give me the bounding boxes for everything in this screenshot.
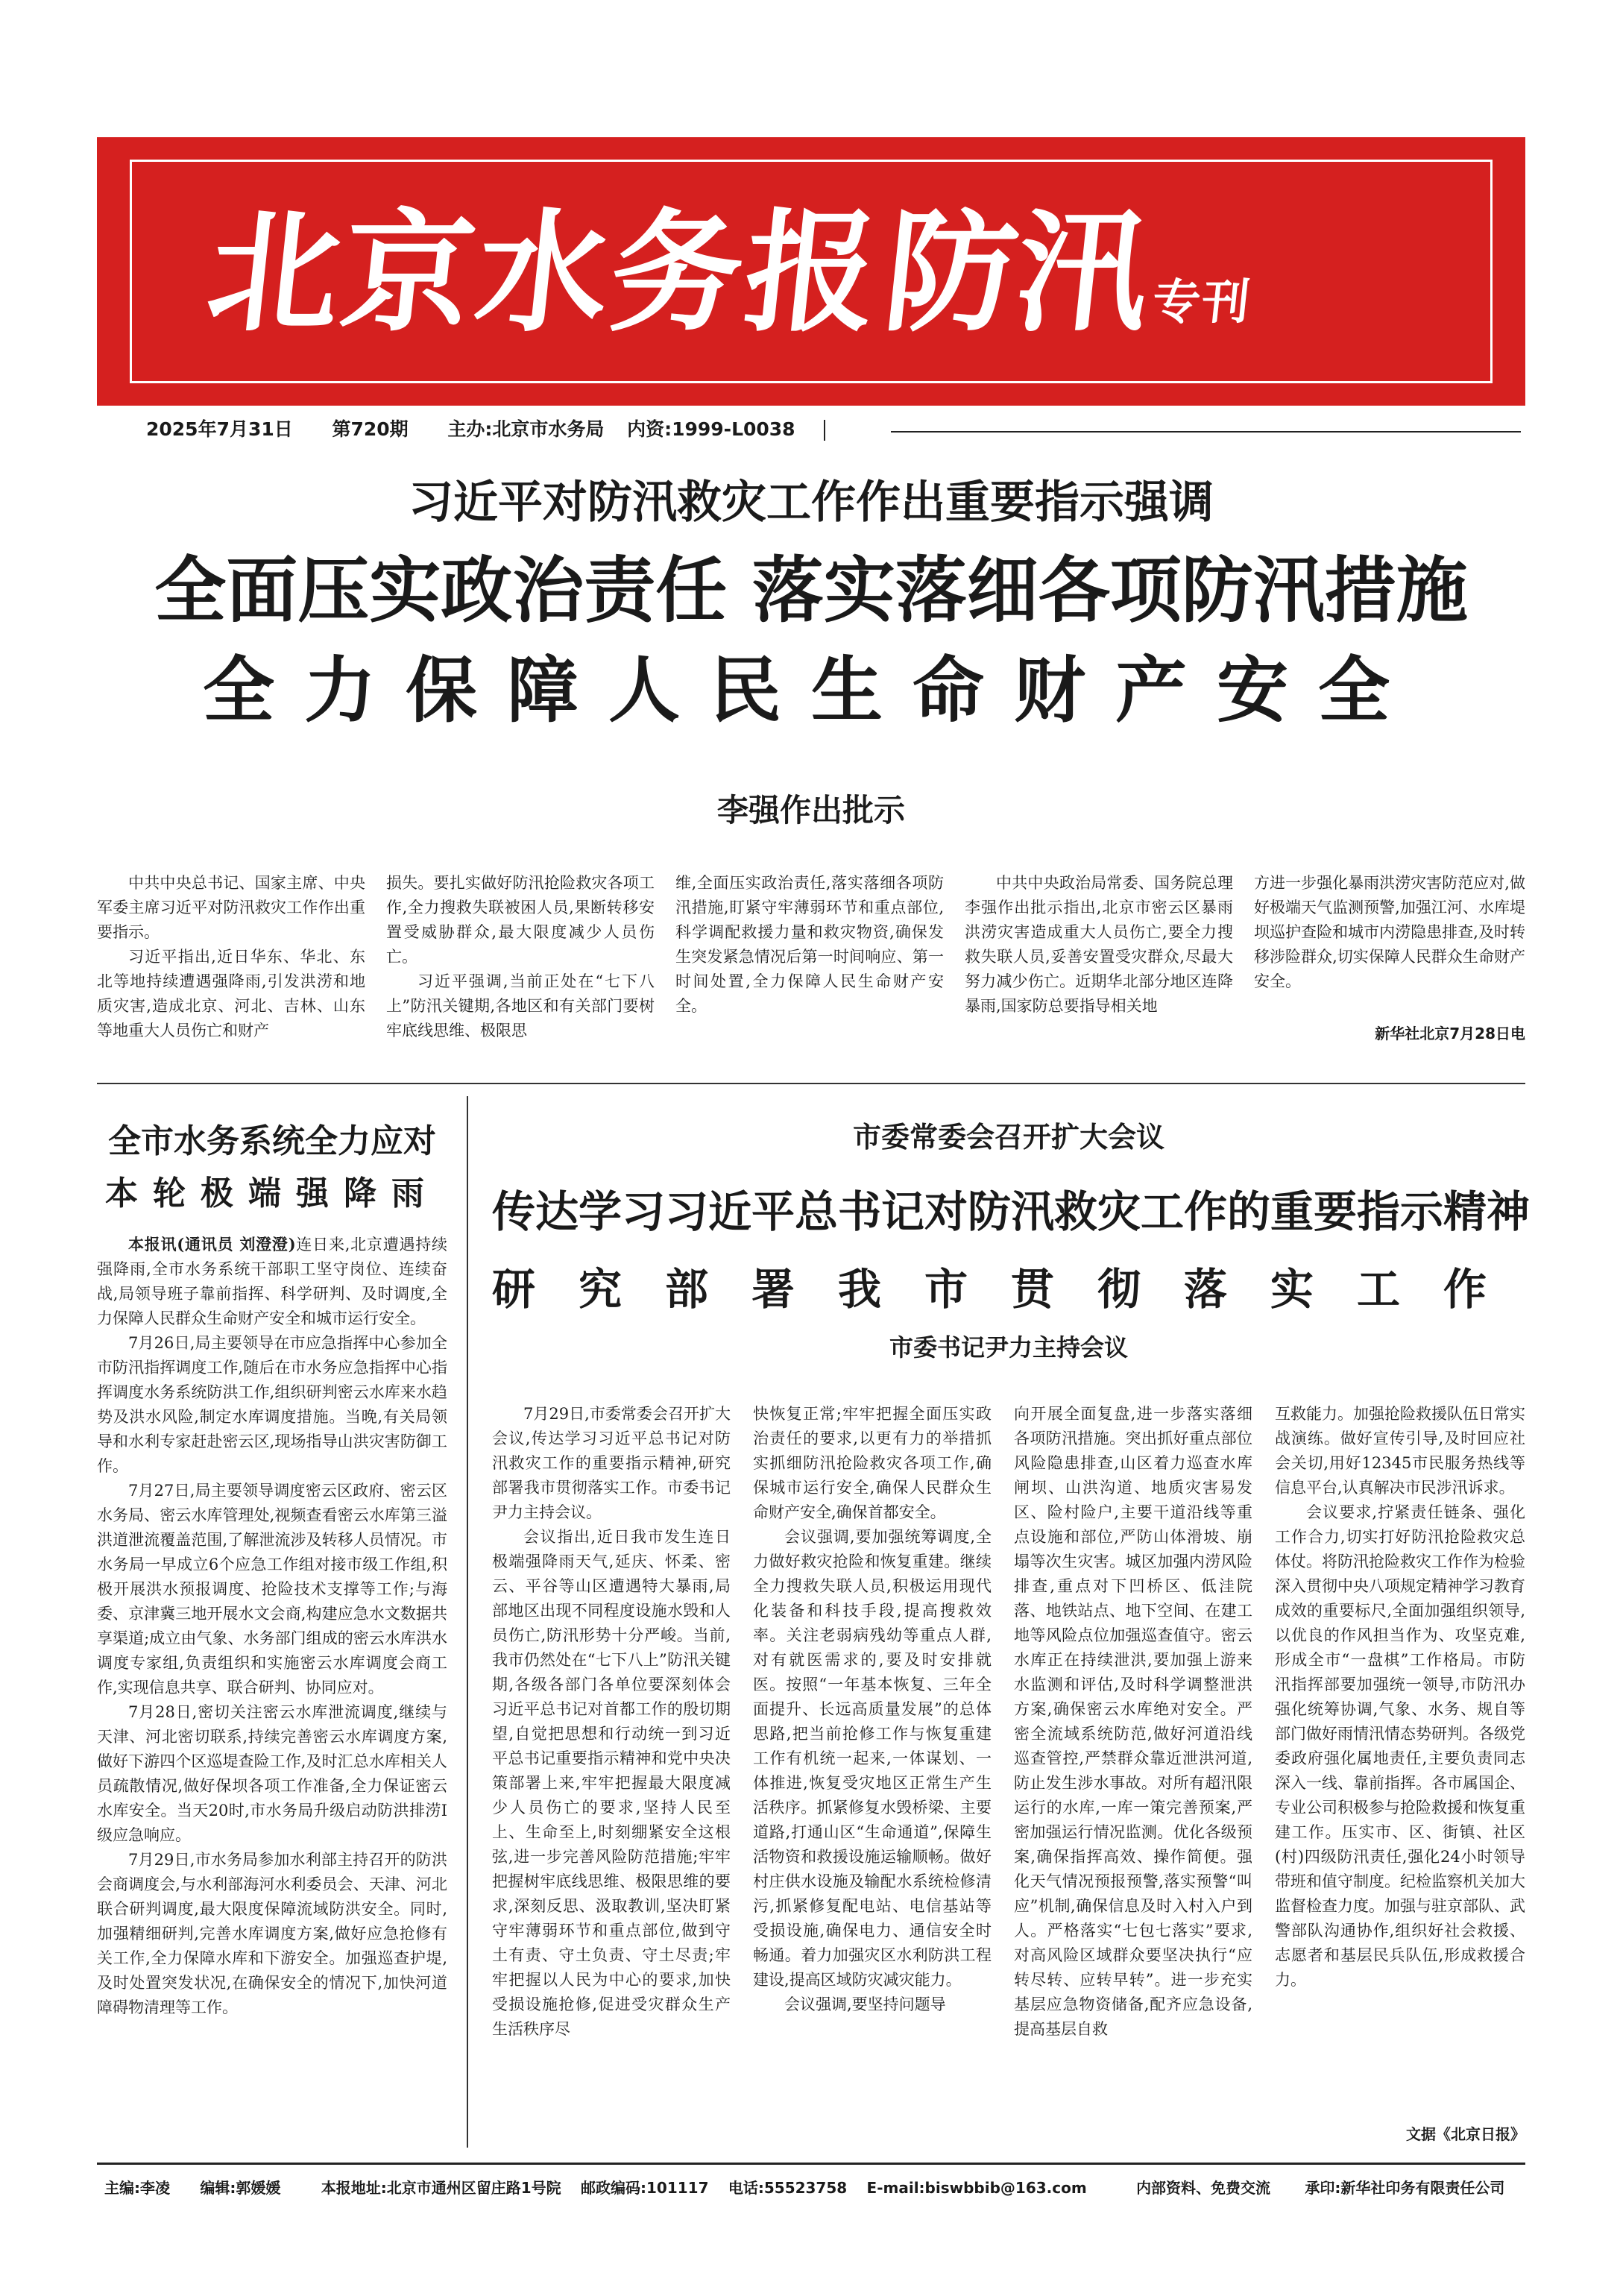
lead-column-3 [675,871,944,1019]
right-story-paragraph: 互救能力。加强抢险救援队伍日常实战演练。做好宣传引导,及时回应社会关切,用好12345市民服务热线等信息平台,认真解决市民涉汛诉求。 [1275,1405,1525,1497]
footer [104,2174,1521,2201]
right-story-kicker: 市委常委会召开扩大会议 [852,1121,1164,1154]
footer-email: E-mail:biswbbib@163.com [866,2179,1087,2197]
lead-headline-1: 全面压实政治责任 落实落细各项防汛措施 [154,549,1468,632]
lead-paragraph: 损失。要扎实做好防汛抢险救灾各项工作,全力搜救失联被困人员,果断转移安置受威胁群众,最大限度减少人员伤亡。 [386,874,655,966]
masthead [97,137,1525,406]
section-divider [97,1083,1525,1084]
right-story-headline-1: 传达学习习近平总书记对防汛救灾工作的重要指示精神 [492,1186,1531,1237]
right-story-paragraph: 会议指出,近日我市发生连日极端强降雨天气,延庆、怀柔、密云、平谷等山区遭遇特大暴雨,局部地区出现不同程度设施水毁和人员伤亡,防汛形势十分严峻。当前,我市仍然处在“七下八上”防汛关键期,各级各部门各单位要深刻体会习近平总书记对首都工作的殷切期望,自觉把思想和行动统一到习近平总书记重要指示精神和党中央决策部署上来,牢牢把握最大限度减少人员伤亡的要求,坚持人民至上、生命至上,时刻绷紧安全这根弦,进一步完善风险防范措施;牢牢把握树牢底线思维、极限思维的要求,深刻反思、汲取教训,坚决盯紧守牢薄弱环节和重点部位,做到守土有责、守土负责、守土尽责;牢牢把握以人民为中心的要求,加快受损设施抢修,促进受灾群众生产生活秩序尽 [492,1528,731,2038]
right-story-column-2 [753,1402,992,2017]
left-story-title-1: 全市水务系统全力应对 [108,1122,436,1160]
issue-number: 第720期 [332,418,409,440]
lead-paragraph: 中共中央总书记、国家主席、中央军委主席习近平对防汛救灾工作作出重要指示。 [97,874,365,941]
footer-phone: 电话:55523758 [728,2179,848,2197]
footer-address: 本报地址:北京市通州区留庄路1号院 [321,2179,561,2197]
right-story-paragraph: 会议强调,要加强统筹调度,全力做好救灾抢险和恢复重建。继续全力搜救失联人员,积极运用现代化装备和科技手段,提高搜救效率。关注老弱病残幼等重点人群,对有就医需求的,要及时安排就医。按照“一年基本恢复、三年全面提升、长远高质量发展”的总体思路,把当前抢修工作与恢复重建工作有机统一起来,一体谋划、一体推进,恢复受灾地区正常生产生活秩序。抓紧修复水毁桥梁、主要道路,打通山区“生命通道”,保障生活物资和救援设施运输顺畅。做好村庄供水设施及输配水系统检修清污,抓紧修复配电站、电信基站等受损设施,确保电力、通信安全时畅通。着力加强灾区水利防洪工程建设,提高区域防灾减灾能力。 [753,1528,992,1989]
lead-deck: 李强作出批示 [716,792,905,828]
left-story-byline: 本报讯(通讯员 刘澄澄) [128,1235,296,1254]
left-story-paragraph: 7月26日,局主要领导在市应急指挥中心参加全市防汛指挥调度工作,随后在市水务应急指挥中心指挥调度水务系统防洪工作,组织研判密云水库来水趋势及洪水风险,制定水库调度措施。当晚,有关局领导和水利专家赶赴密云区,现场指导山洪灾害防御工作。 [97,1334,447,1475]
right-story-paragraph: 快恢复正常;牢牢把握全面压实政治责任的要求,以更有力的举措抓实抓细防汛抢险救灾各项工作,确保城市运行安全,确保人民群众生命财产安全,确保首都安全。 [753,1405,992,1521]
footer-editor-chief: 主编:李凌 [104,2179,170,2197]
right-story-paragraph: 会议强调,要坚持问题导 [784,1995,946,2013]
column-divider [467,1096,468,2148]
right-story-column-4 [1275,1402,1525,1993]
right-story-deck: 市委书记尹力主持会议 [889,1333,1128,1362]
left-story-paragraph: 本报讯(通讯员 刘澄澄)连日来,北京遭遇持续强降雨,全市水务系统干部职工坚守岗位、连续奋战,局领导班子靠前指挥、科学研判、及时调度,全力保障人民群众生命财产安全和城市运行安全。 [97,1235,447,1327]
lead-paragraph: 维,全面压实政治责任,落实落细各项防汛措施,盯紧守牢薄弱环节和重点部位,科学调配救援力量和救灾物资,确保发生突发紧急情况后第一时间响应、第一时间处置,全力保障人民生命财产安全。 [675,874,944,1015]
right-story-column-1 [492,1402,731,2042]
right-story-headline-2: 研究部署我市贯彻落实工作 [492,1264,1531,1315]
right-story-paragraph: 向开展全面复盘,进一步落实落细各项防汛措施。突出抓好重点部位风险隐患排查,山区着力巡查水库闸坝、山洪沟道、地质灾害易发区、险村险户,主要干道沿线等重点设施和部位,严防山体滑坡、崩塌等次生灾害。城区加强内涝风险排查,重点对下凹桥区、低洼院落、地铁站点、地下空间、在建工地等风险点位加强巡查值守。密云水库正在持续泄洪,要加强上游来水监测和评估,及时科学调整泄洪方案,确保密云水库绝对安全。严密全流域系统防范,做好河道沿线巡查管控,严禁群众靠近泄洪河道,防止发生涉水事故。对所有超汛限运行的水库,一库一策完善预案,严密加强运行情况监测。优化各级预案,确保指挥高效、操作简便。强化天气情况预报预警,落实预警“叫应”机制,确保信息及时入村入户到人。严格落实“七包七落实”要求,对高风险区域群众要坚决执行“应转尽转、应转早转”。进一步充实基层应急物资储备,配齐应急设备,提高基层自救 [1014,1405,1252,2038]
masthead-title-supplement: 专刊 [1150,275,1254,330]
right-story-column-3 [1014,1402,1252,2042]
lead-column-1 [97,871,365,1043]
lead-paragraph: 中共中央政治局常委、国务院总理李强作出批示指出,北京市密云区暴雨洪涝灾害造成重大人员伤亡,要全力搜救失联人员,妥善安置受灾群众,尽最大努力减少伤亡。近期华北部分地区连降暴雨,国家防总要指导相关地 [965,874,1233,1015]
lead-kicker: 习近平对防汛救灾工作作出重要指示强调 [409,477,1214,529]
lead-column-2 [386,871,655,1043]
left-story-body [97,1232,447,2020]
lead-column-5 [1254,871,1525,994]
masthead-title-main: 北京水务报 [201,197,888,350]
left-story-title-2: 本轮极端强降雨 [105,1174,439,1213]
left-story-paragraph: 7月28日,密切关注密云水库泄流调度,继续与天津、河北密切联系,持续完善密云水库调度方案,做好下游四个区巡堤查险工作,及时汇总水库相关人员疏散情况,做好保坝各项工作准备,全力保证密云水库安全。当天20时,市水务局升级启动防洪排涝I级应急响应。 [97,1703,447,1844]
issue-rule [891,431,1521,433]
issue-sponsor: 主办:北京市水务局 [447,418,605,440]
issue-line [146,413,834,446]
footer-note: 内部资料、免费交流 [1136,2179,1271,2197]
footer-editor: 编辑:郭媛媛 [200,2179,281,2197]
masthead-title-special: 防汛 [877,197,1156,350]
right-story-paragraph: 会议要求,拧紧责任链条、强化工作合力,切实打好防汛抢险救灾总体仗。将防汛抢险救灾工作作为检验深入贯彻中央八项规定精神学习教育成效的重要标尺,全面加强组织领导,以优良的作风担当作为、攻坚克难,形成全市“一盘棋”工作格局。市防汛指挥部要加强统一领导,市防汛办强化统筹协调,气象、水务、规自等部门做好雨情汛情态势研判。各级党委政府强化属地责任,主要负责同志深入一线、靠前指挥。各市属国企、专业公司积极参与抢险救援和恢复重建工作。压实市、区、街镇、社区(村)四级防汛责任,强化24小时领导带班和值守制度。纪检监察机关加大监督检查力度。加强与驻京部队、武警部队沟通协作,组织好社会救援、志愿者和基层民兵队伍,形成救援合力。 [1275,1503,1525,1989]
lead-column-4 [965,871,1233,1019]
left-story-paragraph: 7月27日,局主要领导调度密云区政府、密云区水务局、密云水库管理处,视频查看密云水库第三溢洪道泄流覆盖范围,了解泄流涉及转移人员情况。市水务局一早成立6个应急工作组对接市级工作组,积极开展洪水预报调度、抢险技术支撑等工作;与海委、京津冀三地开展水文会商,构建应急水文数据共享渠道;成立由气象、水务部门组成的密云水库洪水调度专家组,负责组织和实施密云水库调度会商工作,实现信息共享、联合研判、协同应对。 [97,1482,447,1696]
footer-printer: 承印:新华社印务有限责任公司 [1305,2179,1505,2197]
lead-signature: 新华社北京7月28日电 [1375,1025,1525,1042]
footer-postcode: 邮政编码:101117 [581,2179,709,2197]
lead-paragraph: 习近平强调,当前正处在“七下八上”防汛关键期,各地区和有关部门要树牢底线思维、极限思 [386,972,655,1040]
masthead-title [201,197,1261,350]
issue-divider [824,420,825,441]
left-story-paragraph: 7月29日,市水务局参加水利部主持召开的防洪会商调度会,与水利部海河水利委员会、天津、河北联合研判调度,最大限度保障流域防洪安全。同时,加强精细研判,完善水库调度方案,做好应急抢修有关工作,全力保障水库和下游安全。加强巡查护堤,及时处置突发状况,在确保安全的情况下,加快河道障碍物清理等工作。 [97,1851,447,2016]
footer-rule [97,2163,1525,2165]
lead-paragraph: 方进一步强化暴雨洪涝灾害防范应对,做好极端天气监测预警,加强江河、水库堤坝巡护查险和城市内涝隐患排查,及时转移涉险群众,切实保障人民群众生命财产安全。 [1254,874,1525,990]
right-story-signature: 文据《北京日报》 [1406,2125,1525,2143]
lead-headline-2: 全力保障人民生命财产安全 [203,649,1419,732]
right-story-paragraph: 7月29日,市委常委会召开扩大会议,传达学习习近平总书记对防汛救灾工作的重要指示精神,研究部署我市贯彻落实工作。市委书记尹力主持会议。 [492,1405,731,1521]
issue-permit: 内资:1999-L0038 [627,418,795,440]
lead-paragraph: 习近平指出,近日华东、华北、东北等地持续遭遇强降雨,引发洪涝和地质灾害,造成北京、河北、吉林、山东等地重大人员伤亡和财产 [97,948,365,1040]
issue-date: 2025年7月31日 [146,418,293,440]
